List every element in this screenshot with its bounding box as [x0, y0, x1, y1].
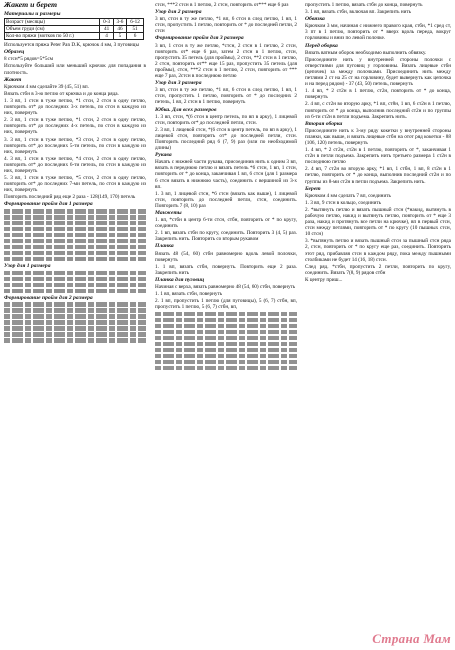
body-paragraph: 2. 3 вп, 1 лицевой стсн, *(6 стсн в центр петель, по вп в арку), 1 лицевой стсн, повторить от* до последней петли, стсн. Повторить последний ряд 6 (7, 9) раз (или по необходимой длины)	[155, 126, 297, 152]
body-paragraph: 1. 3 вп, стсн, *(6 стсн в центр петель, по вп в арку), 1 лицевой стсн, повторить от* до последней петли, стсн.	[155, 113, 297, 126]
document-title: Жакет и берет	[4, 0, 58, 9]
body-paragraph: К центру приш...	[305, 276, 343, 283]
materials-heading: Материалы и размеры	[4, 11, 61, 18]
body-paragraph: 1. 3 вп, 1 лицевой стсн, *6 стсн (вязать как выше), 1 лицевой стсн, повторить до последней петли, стсн, соединить. Повторить 7 (8, 10) раз	[155, 190, 297, 209]
table-row	[5, 26, 144, 33]
body-paragraph: 2. 1 вп, вязать стбн по кругу, соединить. Повторить 3 (4, 5) раз. Закрепить нить. Повторить со вторым рукавом	[155, 230, 297, 243]
body-paragraph: 3 вп, стсн в ту же петлю, *1 вп, 6 стсн в след петлю, 1 вп, 1 стсн, пропустить 1 петлю, повторить от * до последней петли, 2 стсн	[155, 16, 297, 35]
table-cell: 4	[100, 33, 113, 40]
text-line-block	[4, 320, 146, 324]
gauge-note: Используйте больший или меньший крючок для попадания в плотность.	[4, 63, 146, 76]
section-heading: Перед оборка	[305, 42, 338, 49]
text-line-block	[155, 318, 297, 322]
column-left	[4, 2, 146, 344]
body-paragraph: 2. 1 вп, пропустить 1 петлю (для пуговицы), 5 (6, 7) стбн, вп, пропустить 1 петлю, 5 (6, 7) стбн, вп,	[155, 298, 297, 311]
body-paragraph: 4. 3 вп, 1 стсн в туже петлю, *4 стсн, 2 стсн в одну петлю, повторить от* до последних 6-ти петель, по стсн в каждую из них, повернуть	[4, 155, 146, 174]
body-paragraph: 2. *вытянуть петлю и вязать пышный стсн (*накид, вытянуть в рабочую петлю, накид и вытянуть петлю, повторить от * еще 3 раза, накид и протянуть все петли на крючке), вп в первый стсн, стсн между петлями, повторить от * по кругу (10 пышных стсн, 10 стсн)	[305, 206, 451, 238]
text-line-block	[4, 326, 146, 330]
table-cell: 46	[113, 26, 126, 33]
body-paragraph: 3 вп, 1 стсн в ту же петлю, *стсн, 2 стсн в 1 петлю, 2 стсн, повторить от* еще 6 раз, затем 2 стсн в 1 петлю, стсн, пропустить 35 петель (для проймы), 2 стсн, **2 стсн в 1 петлю, 2 стсн, повторить от** еще 15 раз, пропустить 35 петель (для проймы), стсн, ***2 стсн в 1 петлю, 2 стсн, повторить от *** еще 7 раз, 2стсн в последнюю петлю	[155, 42, 297, 80]
section-heading: Формирование пройм для 1 размера	[4, 201, 93, 208]
gauge-text: 8 стсн*5 рядов=5*5см	[4, 56, 54, 63]
section-heading: Планка	[155, 243, 174, 250]
text-line-block	[155, 312, 297, 316]
body-paragraph: 2. 3 вп, 1 стсн в туже петлю, *1 стсн, 2 стсн в одну петлю, повторить от* до последних 4-х петель, по стсн в каждую из них, повернуть	[4, 117, 146, 136]
text-line-block	[4, 245, 146, 249]
body-paragraph: Присоедините нить у внутренней стороны полочки с отверстиями для пуговиц у горловины. Вязать лицевые стбн (цепочек) за между полочками. Присоединить нить между петлями 2 ст на 25 ст на горловину, будет вывернуть как цепочка и на перед рядом) - 37 (43, 50) петель, повернуть	[305, 56, 451, 88]
text-line-block	[4, 314, 146, 318]
text-line-block	[155, 354, 297, 358]
text-line-block	[4, 257, 146, 261]
text-line-block	[155, 348, 297, 352]
section-heading: Узор для 2 размера	[155, 9, 202, 16]
body-paragraph: 1. 1 вп, вязать стбн, повернуть	[155, 291, 223, 298]
intro-text: Используется пряжа Peter Pan D.K, крючок 4 мм, 3 пуговицы	[4, 42, 139, 49]
table-cell: Возраст (месяцы)	[5, 19, 100, 26]
text-line-block	[155, 342, 297, 346]
text-line-block	[4, 289, 146, 293]
body-paragraph: Присоедините нить к 3-му ряду кокетки у внутренней стороны планки, как выше, и вязать лицевые стбн на отот ряд кокетки - 88 (106, 120) петель, повернуть	[305, 127, 451, 146]
table-cell: 5	[113, 33, 126, 40]
body-paragraph: Крючком 3 мм, начиная с нижнего правого края, стбн, *1 сред ст, 3 пт в 1 петлю, повторить от * вверх вдоль переда, вокруг горловины и вниз по левой полочке.	[305, 23, 451, 42]
section-heading: Рукава	[155, 152, 172, 159]
table-cell: Кол-во пряжи (мотков по 50 г.)	[5, 33, 100, 40]
text-line-block	[4, 227, 146, 231]
table-cell: 51	[127, 26, 144, 33]
section-heading: Обвязка	[305, 16, 325, 23]
text-line-block	[4, 271, 146, 275]
text-line-block	[4, 251, 146, 255]
body-paragraph: 5. 3 вп, 1 стсн в туже петлю, *5 стсн, 2 стсн в одну петлю, повторить от* до последних 7-ми петель, по стсн в каждую из них, повернуть	[4, 175, 146, 194]
body-paragraph: 1. 4 вп, * 2 ст2н в 1 петлю, ст2н, повторить от * до конца, повернуть	[305, 88, 451, 101]
text-line-block	[4, 239, 146, 243]
text-line-block	[155, 330, 297, 334]
gauge-heading: Образец	[4, 49, 25, 56]
section-heading: Формирование пройм для 2 размера	[4, 294, 93, 301]
body-paragraph: Крючком 4 мм сделайте 39 (45, 51) вп.	[4, 83, 89, 90]
section-heading: Формирование пройм для 3 размера	[155, 35, 244, 42]
body-paragraph: 1. 3 вп, 9 стсн в кольцо, соединить	[305, 199, 382, 206]
text-line-block	[4, 302, 146, 306]
body-paragraph: Вязать 48 (54, 60) стбн равномерно вдоль левой полочки, повернуть	[155, 250, 297, 263]
body-paragraph: Начиная с верха, вязать равномерно 48 (54, 60) стбн, повернуть	[155, 284, 296, 291]
text-line-block	[4, 283, 146, 287]
site-watermark: Страна Мам	[372, 631, 451, 646]
body-paragraph: 2. 4 вп, с ст2н во вторую арку, *1 вп, ст8н, 1 вп, 6 ст2н в 1 петлю, повторить от * до конца, выполнив последний ст2н и по группы из 6-ти ст2н в петли подъема. Закрепить нить.	[305, 101, 451, 120]
table-cell: 3-6	[113, 19, 126, 26]
text-line-block	[4, 221, 146, 225]
body-paragraph: 1. вп, *стбн в центр 6-ти стсн, стбн, повторить от * по кругу, соединить	[155, 217, 297, 230]
body-paragraph: Повторить последний ряд еще 2 раза - 128(149, 170) петель	[4, 194, 136, 201]
section-heading: Узор для 1 размера	[4, 262, 51, 269]
text-line-block	[4, 308, 146, 312]
body-paragraph: 3. *вытянуть петлю и вязать пышный стсн за пышный стсн ряда 2, стсн, повторить от * по кругу еще раз, соединить. Повторить этот ряд, прибавляя стсн в каждом ряду, пока между пышными столбиками не будет 14 (16, 18) стсн.	[305, 238, 451, 263]
text-line-block	[4, 233, 146, 237]
table-cell: 6-12	[127, 19, 144, 26]
section-heading: Берет	[305, 185, 321, 192]
body-paragraph: 3 вп, стсн в ту же петлю, *1 вп, 6 стсн в след петлю, 1 вп, 1 стсн, пропустить 1 петлю, повторить от * до последних 2 петель, 1 вп, 2 стсн в 1 петлю, повернуть	[155, 87, 297, 106]
table-cell: 6	[127, 33, 144, 40]
text-line-block	[155, 360, 297, 364]
section-heading: Узор для 3 размера	[155, 80, 202, 87]
body-paragraph: След ряд. *стбн, пропустить 2 петли, повторить по кругу, соединить. Вязать 7(8, 9) рядов стбн	[305, 263, 451, 276]
section-heading: Планка для пуговиц	[155, 276, 205, 283]
body-paragraph: 1. 1 вп, вязать стбн, повернуть. Повторить еще 2 раза. Закрепить нить	[155, 263, 297, 276]
table-cell: 41	[100, 26, 113, 33]
body-paragraph: 1. 3 вп, 1 стсн в туже петлю, *1 стсн, 2 стсн в одну петлю, повторить от* до последних 3-х петель, по стсн в каждую из них, повернуть	[4, 97, 146, 117]
size-table	[4, 18, 144, 40]
body-paragraph: 3. 1 вп, вязать стбн, включая вп. Закрепить нить	[305, 9, 412, 16]
body-paragraph: Вязать стбн в 3-ю петлю от крючка и до конца ряда.	[4, 90, 119, 97]
body-paragraph: Начать с нижней части рукава, присоединив нить к одним 3 вп, вязать в переднюю петлю и вязать петель *6 стсн, 1 вп, 1 стсн, повторить от * до конца, заканчивая 1 вп, 6 стсн (для 1 размера 6 стсн вязать в нижнюю часть), соединить с вершиной из 3-х вп.	[155, 159, 297, 190]
text-line-block	[4, 215, 146, 219]
body-paragraph: 3. 3 вп, 1 стсн в туже петлю, *3 стсн, 2 стсн в одну петлю, повторить от* до последних 5-ти петель, по стсн в каждую из них, повернуть	[4, 136, 146, 155]
section-heading: Манжеты	[155, 210, 182, 216]
text-line-block	[155, 366, 297, 370]
text-line-block	[4, 338, 146, 342]
body-paragraph: 1. 4 вп, * 2 ст2н, ст2н в 1 петлю, повторить от *, заканчивая 1 ст2н в петли подъема. Закрепить нить третьего размера 1 ст2н в последнюю петлю	[305, 147, 451, 166]
text-line-block	[4, 332, 146, 336]
body-paragraph: пропустить 1 петлю, вязать стбн до конца, повернуть	[305, 2, 423, 8]
body-paragraph: 2. 4 вп, 7 ст2н во вторую арку, *1 вп, 1 стбн, 1 вп, 8 ст2н в 1 петлю, повторить от * до конца, выполнив последний ст2н и по группы из 8-ми ст2н в петли подъема. Закрепить нить.	[305, 166, 451, 185]
section-heading: Юбка. Для всех размеров	[155, 106, 217, 113]
text-line-block	[155, 324, 297, 328]
body-paragraph: Вязать ватным оборок необходимо выполнить обвязку.	[305, 49, 427, 56]
jacket-heading: Жакет	[4, 76, 22, 83]
body-paragraph: Крючком 4 мм сделать 7 вп, соединить	[305, 192, 391, 199]
column-middle	[155, 2, 297, 372]
section-heading: Вторая оборка	[305, 120, 343, 127]
text-line-block	[4, 277, 146, 281]
column-right	[305, 2, 451, 284]
table-row	[5, 33, 144, 40]
body-paragraph: стсн, ***2 стсн в 1 петлю, 2 стсн, повторить от*** еще 6 раз	[155, 2, 289, 8]
text-line-block	[155, 336, 297, 340]
table-cell: Объем груди (см)	[5, 26, 100, 33]
table-row	[5, 19, 144, 26]
text-line-block	[4, 209, 146, 213]
table-cell: 0-3	[100, 19, 113, 26]
